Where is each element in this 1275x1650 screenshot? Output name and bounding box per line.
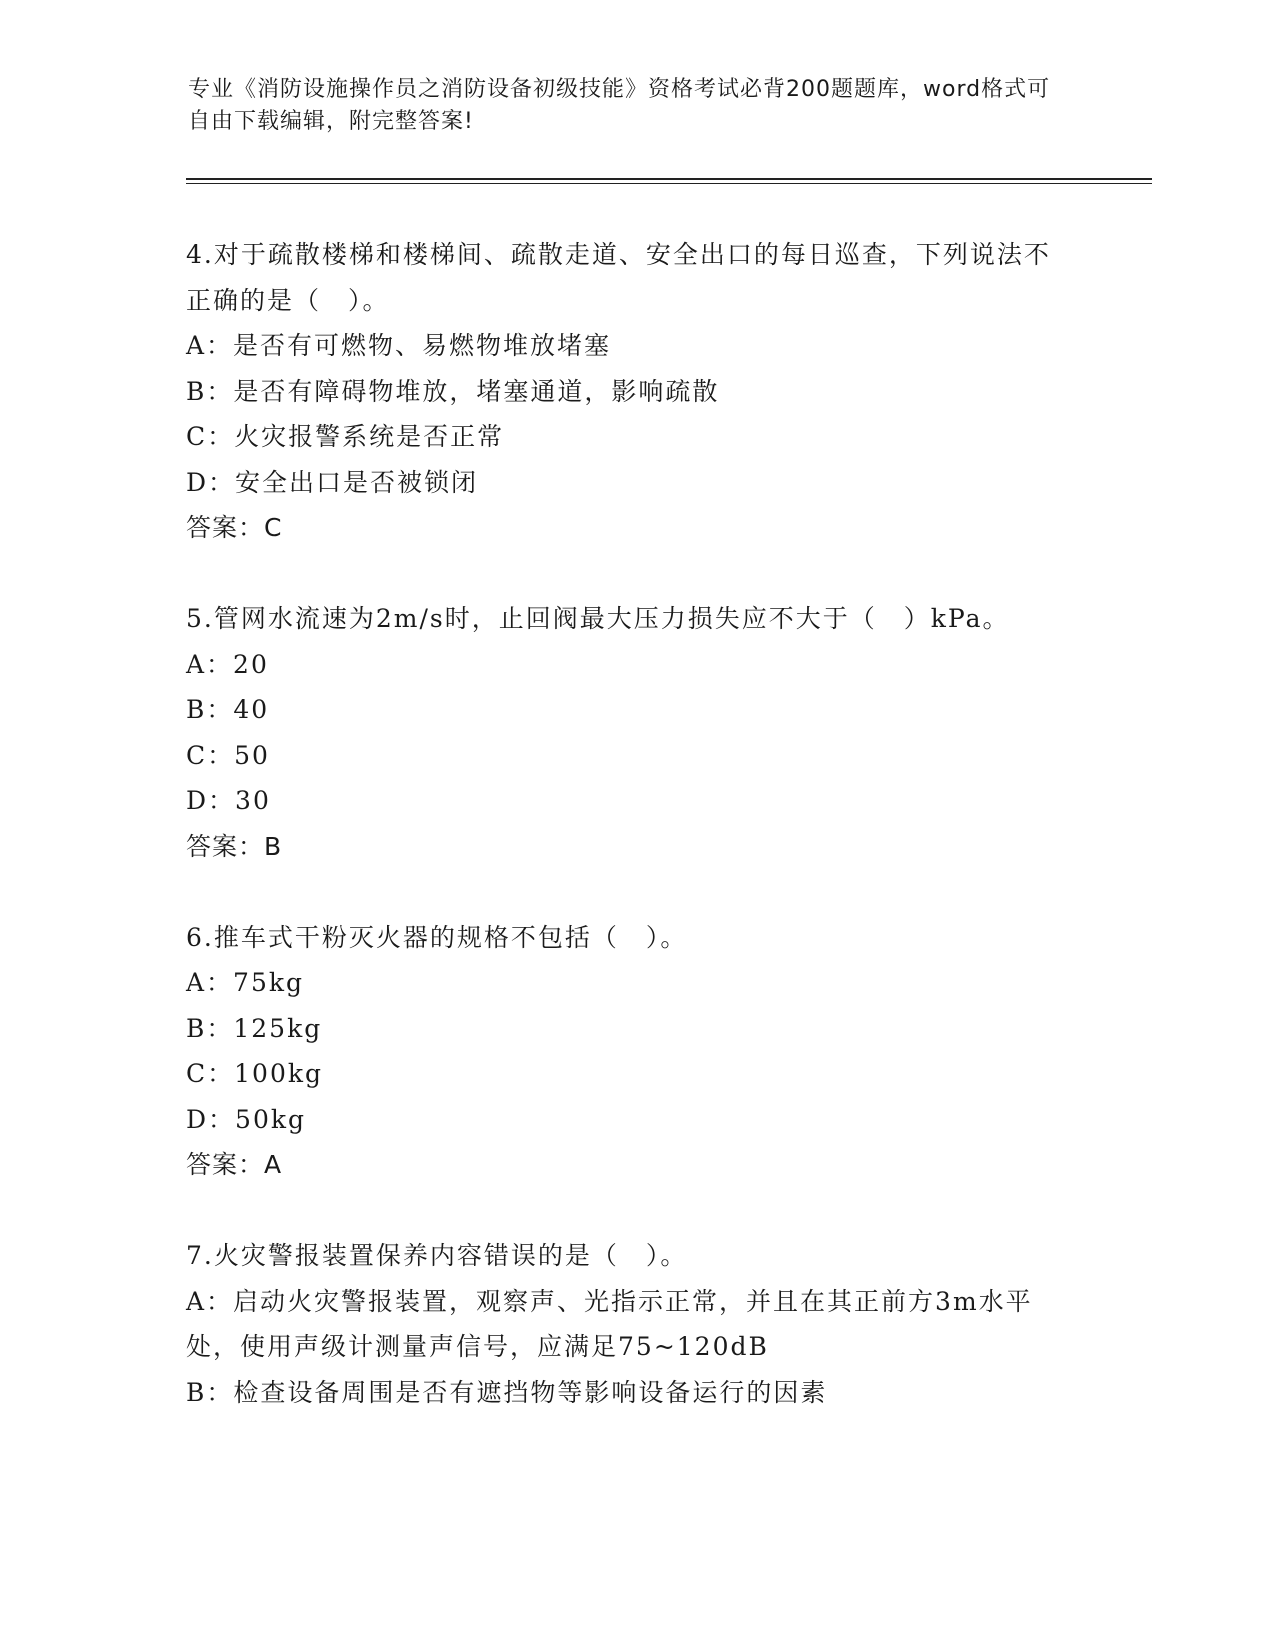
question-list	[186, 232, 1066, 1415]
header-divider-thin	[186, 183, 1152, 184]
question-item	[186, 596, 1066, 915]
option-a: A：75kg	[186, 968, 305, 997]
question-gap	[186, 1188, 1066, 1234]
option-b: B：是否有障碍物堆放，堵塞通道，影响疏散	[186, 376, 720, 406]
question-gap	[186, 869, 1066, 915]
document-intro: 专业《消防设施操作员之消防设备初级技能》资格考试必背200题题库，word格式可自由下载编辑，附完整答案!	[188, 77, 1051, 134]
question-gap	[186, 551, 1066, 597]
option-a: A：20	[186, 649, 269, 679]
answer-line: 答案：C	[186, 513, 283, 542]
option-d: D：30	[186, 786, 271, 815]
option-b: B：125kg	[186, 1013, 323, 1043]
option-d: D：安全出口是否被锁闭	[186, 467, 479, 497]
answer-line: 答案：B	[186, 831, 283, 861]
question-item	[186, 915, 1066, 1234]
option-b: B：40	[186, 695, 270, 724]
question-stem: 4.对于疏散楼梯和楼梯间、疏散走道、安全出口的每日巡查，下列说法不正确的是（ ）。	[186, 240, 1051, 315]
question-item	[186, 232, 1066, 596]
question-item	[186, 1233, 1066, 1415]
option-a: A：启动火灾警报装置，观察声、光指示正常，并且在其正前方3m水平处，使用声级计测量声信号，应满足75~120dB	[186, 1286, 1033, 1361]
answer-line: 答案：A	[186, 1150, 283, 1179]
header-divider-thick	[186, 178, 1152, 180]
option-a: A：是否有可燃物、易燃物堆放堵塞	[186, 331, 612, 360]
question-stem: 5.管网水流速为2m/s时，止回阀最大压力损失应不大于（ ）kPa。	[186, 604, 1010, 633]
option-d: D：50kg	[186, 1104, 307, 1134]
option-c: C：100kg	[186, 1059, 323, 1088]
question-stem: 6.推车式干粉灭火器的规格不包括（ ）。	[186, 922, 688, 952]
option-c: C：火灾报警系统是否正常	[186, 422, 505, 451]
option-c: C：50	[186, 740, 270, 770]
question-stem: 7.火灾警报装置保养内容错误的是（ ）。	[186, 1241, 688, 1270]
option-b: B：检查设备周围是否有遮挡物等影响设备运行的因素	[186, 1377, 828, 1407]
